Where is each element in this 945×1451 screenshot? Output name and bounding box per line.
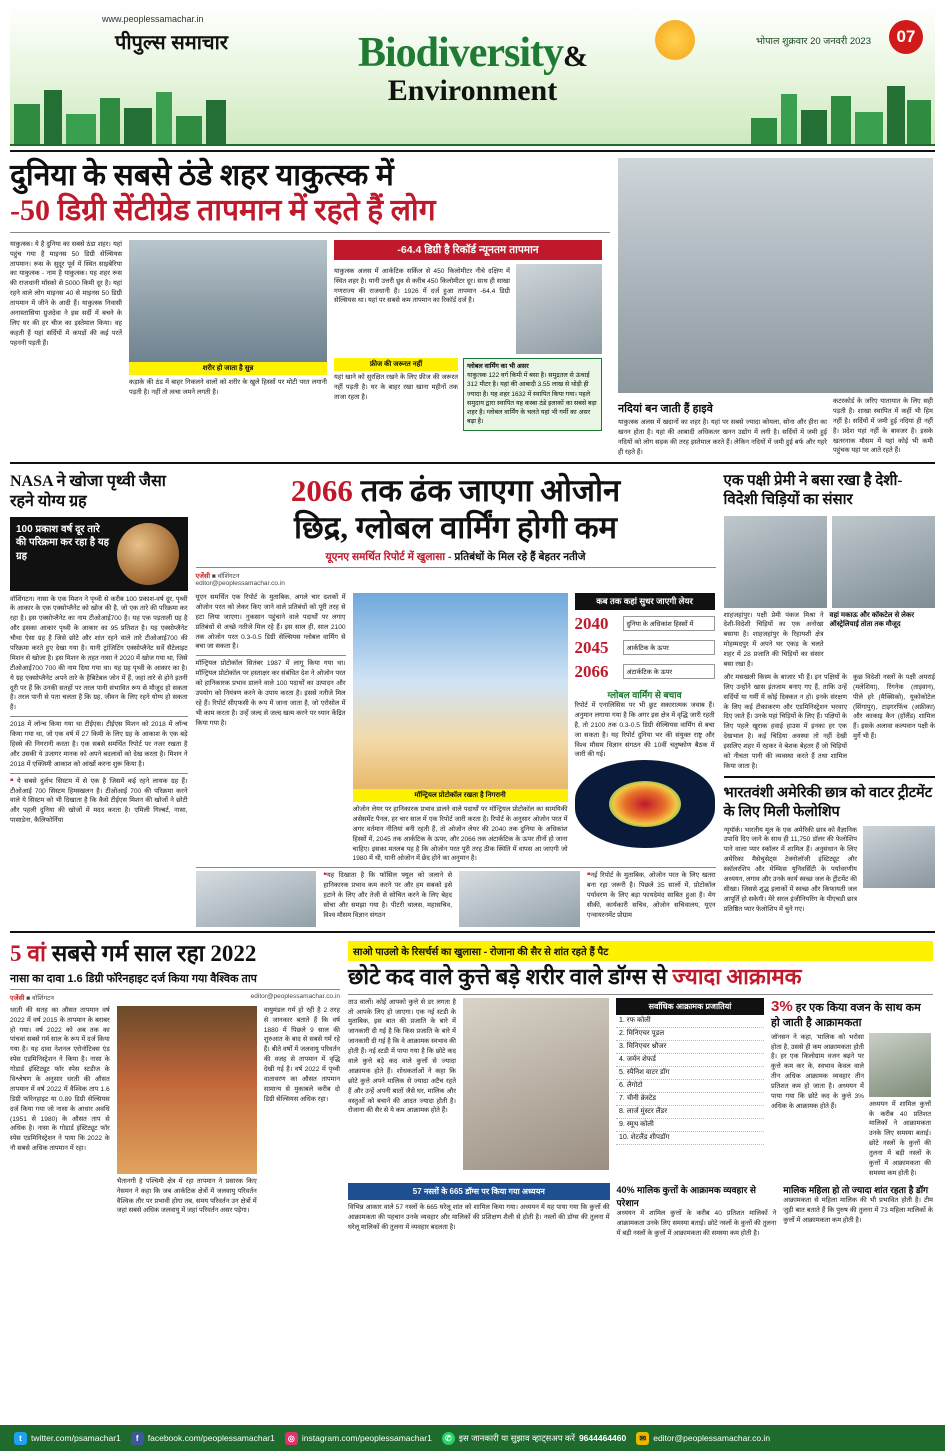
yakutsk-people-photo [129,240,327,362]
skyline-right-graphic [635,80,935,144]
weight-aggression-heading: 3% हर एक किया वजन के साथ कम हो जाती है आक्रामकता [771,997,921,1029]
ozone-byline-email: editor@peoplessamachar.co.in [195,579,285,587]
instagram-icon: ◎ [285,1432,298,1445]
planet-callout [10,517,188,591]
bird-lover-photo [724,516,827,608]
footer-whatsapp[interactable] [442,1432,626,1445]
warmest-year-subhead: नासा का दावा 1.6 डिग्री फॉरेनहाइट दर्ज किया गया वैश्विक ताप [10,972,257,985]
ozone-headline-line2: छिद्र, ग्लोबल वार्मिंग होगी कम [294,509,618,545]
title-ampersand: & [563,40,587,73]
bird-caption-left: शाहजहांपुर। पक्षी प्रेमी पंकज मिश्रा ने देशी-विदेशी चिड़ियों का एक अनोखा बसाया है। शाहजहांपुर के रिहायशी क्षेत्र मोहम्मदपुर में अपने घर एकड़ के चलते शहर में 28 प्रजाति की चिड़ियों का संसार बसा रखा है। [723,611,824,669]
newspaper-page [0,6,945,1451]
study-band: 57 नस्लों के 665 डॉग्स पर किया गया अध्ययन [348,1183,610,1200]
ozone-hole-blob [609,781,681,827]
female-owner-heading: मालिक महिला हो तो ज्यादा शांत रहता है डॉग [783,1184,929,1195]
twitter-handle: twitter.com/psamachar1 [31,1433,121,1443]
top-story-winter-text: कड़ाके की ठंड में बाहर निकलने वालों को शरीर के खुले हिस्सों पर मोटी परत लगानी पड़ती है। नहीं तो त्वचा जमने लगती है। [129,378,327,396]
list-item: 6. लैगोटो [616,1080,764,1093]
owners-troubled-body: अध्ययन में शामिल कुत्तों के करीब 40 प्रतिशत मालिकों ने आक्रामकता उनके लिए समस्या बताई। छोटे नस्लों के कुत्तों की तुलना में बड़ी नस्लों के कुत्तों में आक्रामकता की समस्या कम होती है। [616,1209,777,1237]
ozone-headline-year: 2066 [290,472,353,508]
warming-side-text: वायुमंडल गर्म हो रही है 2 तरह से जानकार बताते हैं कि वर्ष 1880 में पिछले 9 साल की शुरुआत के बाद से सबसे गर्म रहे हैं। बीते वर्षों में जलवायु परिवर्तन की वजह से तापमान में वृद्धि देखी गई है। वर्ष 2022 में पृथ्वी वातावरण का औसत तापमान सामान्य से मुकाबले करीब दो डिग्री सेल्सियस अधिक रहा। [263,1006,340,1103]
petteri-taalas-photo [196,871,317,927]
sun-graphic [655,20,695,60]
bird-headline: एक पक्षी प्रेमी ने बसा रखा है देशी-विदेशी चिड़ियों का संसार [723,472,903,509]
top-story-headline [10,158,610,229]
page-number: 07 [889,20,923,54]
quote-card-2 [459,871,580,927]
year-label: दुनिया के अधिकांश हिस्सों में [623,616,715,631]
thermometer-photo [516,264,602,354]
list-item: 9. स्मूथ कोली [616,1119,764,1132]
meg-seki-photo [459,871,580,927]
pheasant-photo [832,516,935,608]
bird-names-list: कुछ विदेशी नस्लों के पक्षी अमराई (मलेशिया), रिंगनेक (ताइवान), पीले हरे (मैक्सिको), यूकोकोटेल (सिंगापुर), टाइगरफिंच (अफ्रीका) और काकाइ कैन (हॉलैंड) शामिल हैं। इसके अलावा कल्पवान पक्षी के मुर्गे भी हैं। [853,673,935,741]
ozone-col1-text: यूएन समर्थित एक रिपोर्ट के मुताबिक, अगले चार दशकों में ओजोन परत को लेकर किए जाने वाले प्रतिबंधों को पूरी तरह से हटा लिया जाएगा। नुकसान पहुंचाने वाले पदार्थों पर लगाए प्रतिबंधों से अच्छे नतीजे मिल रहे हैं। इस साल ही, साल 2100 तक ओजोन परत 0.3-0.5 डिग्री सेल्सियस ग्लोबल वार्मिंग से बचा जा सकता है। [195,593,346,651]
year-value: 2066 [574,661,609,681]
issue-date: भोपाल शुक्रवार 20 जनवरी 2023 [755,36,871,47]
ozone-sky-photo [353,593,568,789]
list-item: 8. लार्ज मुंस्टर लैंडर [616,1106,764,1119]
dogs-story [348,941,933,1238]
fridge-text: यहां खाने को सुरक्षित रखने के लिए फ्रीज की जरूरत नहीं पड़ती है। घर के बाहर रखा खाना महीनों तक ताजा रहता है। [334,373,458,401]
warmest-year-headline: 5 वां सबसे गर्म साल रहा 2022 [10,941,257,967]
ozone-story [196,472,716,928]
ozone-headline-rest: तक ढंक जाएगा ओजोन [360,472,621,508]
nasa-bullet: ❝ ये सबसे दुर्लभ सिस्टम में से एक है जिसमें कई रहने लायक ग्रह हैं। टीओआई 700 सिस्टम हिमस्खलन है। टीओआई 700 की परिक्रमा करने वाले ये सिस्टम को भी दिखाता है कि कैसे टीईएस मिशन की खोजों ने छोटी और पहली दुनिया की खोजों में मदद करता है। एमिली गिल्बर्ट, नासा, पासाडेना, कैलिफोर्निया [10,777,188,825]
rivers-highway-caption: नदियां बन जाती हैं हाइवे [618,403,713,415]
dog-side-note: अध्ययन में शामिल कुत्तों के करीब 40 प्रतिशत मालिकों ने आक्रामकता उनके लिए समस्या बताई। छोटे नस्लों के कुत्तों की तुलना में बड़ी नस्लों के कुत्तों में आक्रामकता की समस्या कम होती है। [869,1100,931,1177]
bird-caption-right: वहां मकाऊ और कॉकटेल से लेकर ऑस्ट्रेलियाई तोता तक मौजूद [829,611,915,628]
rivers-highway-text: याकुत्स्क अलस में खदानों का शहर है। यहां पर सबसे ज्यादा कोयला, सोना और हीरा का खनन होता है। यहां की आबादी अधिकतर खनन उद्योग में लगी है। सर्दियों में जमी हुई नदियों को लोग सड़क की तरह इस्तेमाल करते हैं। लेकिन नदियों में जमी हुई बर्फ और गहरे ही रहते हैं। [618,419,827,456]
study-text: विभिन्न आकार वाले 57 नस्लों के 665 घरेलू शांत को शामिल किया गया। अध्ययन में यह पाया गया कि कुत्तों की आक्रामकता की पहचान उनके व्यवहार और मालिकों की प्रशिक्षण शैली से होती है। नस्लों की डॉग्स की तुलना में घरेलू मालिकों की तुलना में व्यवहार बदलता है। [348,1203,610,1231]
dogs-headline: छोटे कद वाले कुत्ते बड़े शरीर वाले डॉग्स से ज्यादा आक्रामक [348,964,802,990]
student-photo [863,826,935,888]
footer-facebook[interactable] [131,1432,275,1445]
footer-twitter[interactable] [14,1432,121,1445]
nasa-headline: NASA ने खोजा पृथ्वी जैसा रहने योग्य ग्रह [10,472,166,510]
section-title [358,32,587,106]
weight-aggression-body: जॉनसन ने कहा, 'मालिक को भरोसा होता है, उससे ही कम आक्रामकता होती है। हर एक किलोग्राम वजन बढ़ने पर कुत्ते कम कर के, स्वभाव केवल वाले तीन अधिक आक्रामक व्यवहार तीन प्रतिशत कम हो जाता है। अध्ययन में पाया गया कि छोटे कद के कुत्ते 3% अधिक के आक्रामक होते हैं। [771,1033,864,1110]
bullet-marker: ❝ [10,777,14,785]
global-warming-heading: ग्लोबल वार्मिंग का भी असर [467,362,529,370]
photo-caption-numb: शरीर हो जाता है सुन्न [129,362,327,375]
fridge-heading: फ्रीज की जरूरत नहीं [334,358,458,371]
ozone-layer-text: ओजोन लेयर पर हानिकारक प्रभाव डालने वाले पदार्थों पर मॉन्ट्रियल प्रोटोकॉल का सामयिकी असेसमेंट पैनल, हर चार साल में एक रिपोर्ट जारी करता है। रिपोर्ट के अनुसार ओजोन परत में अगर वर्तमान नीतियां बनी रहती हैं, तो ओजोन लेयर की 2040 तक दुनिया के अधिकांश हिस्सों में, 2045 तक आर्कटिक के ऊपर, और 2066 तक अंटार्कटिक के ऊपर तीनों हो जाना चाहिए। इसका मतलब यह है कि ओजोन परत पूरी तरह ठीक स्थिति में वापस आ जाएगी जो 1980 में थी, यानी ओजोन में छेद होने का अनुमान है। [352,805,568,863]
title-environment: Environment [387,74,558,107]
whatsapp-label: इस जानकारी या सुझाव व्हाट्सअप करें [458,1432,575,1443]
warming-body: धरती की सतह का औसत तापमान वर्ष 2022 में वर्ष 2015 के तापमान के बराबर हो गया। वर्ष 2022 को अब तक का पांचवां सबसे गर्म साल के रूप में दर्ज किया गया है। यह दावा नेशनल एरोनॉटिक्स एंड स्पेस एडमिनिस्ट्रेशन ने किया है। नासा के गोडार्ड इंस्टिट्यूट फॉर स्पेस स्टडीज के विश्लेषण के अनुसार धरती की औसत तापमान में वर्ष 2022 में वैश्विक ताप 1.6 डिग्री फॉरेनहाइट या 0.89 डिग्री सेल्सियस दर्ज किया गया जो नासा के आधार अवधि (1951 से 1980) के औसत ताप से अधिक है। नासा के गोडार्ड इंस्टिट्यूट फॉर स्पेस एडमिनिस्ट्रेशन ने पाया कि 2022 के नौ सबसे अधिक तापमान में रहा। [10,1006,110,1153]
whatsapp-number: 9644464460 [578,1433,627,1443]
wildfire-photo [117,1006,257,1174]
nasa-subnote: 2018 में लॉन्च किया गया था टीईएस। टीईएस मिशन को 2018 में लॉन्च किया गया था, जो एक वर्ष में 27 किमी के लिए ग्रह के आकाश के एक बड़े हिस्से की निगरानी करता है। एक सबसे समर्थित रिपोर्ट पर नजर रखता है और उसकी ये उजागर मानक को अपने बदलावों को देख करता है। मिशन ने 2018 में एक्जिमी आकाश को आंखों करना शुरू किया है। [10,721,188,768]
list-item: 7. चीनी क्रेस्टेड [616,1093,764,1106]
global-warming-box [463,358,602,431]
dogs-body: ताउ वालों। कोई आपको कुत्ते से डर लगता है तो आपके लिए हो जाएगा। एक नई स्टडी के मुताबिक, इस बात की प्रजाति के बारे में जानकारी दी गई है कि किस प्रजाति के बारे में जानकारी दी गई है कि वे आक्रामक स्वभाव की होती हैं। नई स्टडी में पाया गया है कि छोटे कद वाले कुत्ते बड़े कद वाले कुत्तों से ज्यादा आक्रामक होते हैं। शोधकर्ताओं ने कहा कि छोटे कुत्ते अपने मालिक से ज्यादा अटैच रहते हैं और उन्हें अपनी बातों जैसे घर, मालिक और वस्तुओं को बचाने की आदत ज्यादा होती है। रोजाना की सैर से ये कम आक्रामक होते हैं। [348,998,456,1115]
ozone-hole-map [575,760,715,848]
warmest-year-story [10,941,340,1238]
female-owner-body: आक्रामकता से महिला मालिक की भी प्रभावित होती है। टीम जुड़ी बात बताते हैं कि पुरुष की तुलना में 73 महिला मालिकों के कुत्तों में आक्रामकता कम होती है। [783,1196,933,1224]
ozone-subheadline: यूएनए समर्थित रिपोर्ट में खुलासा - प्रतिबंधों के मिल रहे हैं बेहतर नतीजे [325,550,586,563]
planet-callout-text: 100 प्रकाश वर्ष दूर तारे की परिक्रमा कर रहा है यह ग्रह [16,523,109,562]
paper-logo: पीपुल्स समाचार [115,32,228,54]
warming-photo-caption: भैतानगी है पश्चिमी क्षेत्र में रहा तापमान ने प्रसारक किए नेसमन ने कहा कि जब आर्कटिक क्षेत्रों में जलवायु परिवर्तन वैश्विक तौर पर प्रभावी होगा तब, समय परिवर्तन उन क्षेत्रों में जहां सबसे अधिक जलवायु में जहां परिवर्तन असर पड़ेगा। [116,1177,257,1215]
twitter-icon: t [14,1432,27,1445]
email-address: editor@peoplessamachar.co.in [653,1433,771,1443]
headline-line-2: -50 डिग्री सेंटीग्रेड तापमान में रहते हैं लोग [10,194,436,228]
skyline-left-graphic [10,80,310,144]
year-value: 2045 [574,637,609,657]
email-icon: ✉ [636,1432,649,1445]
top-story-col1-text: याकुत्स्क। ये है दुनिया का सबसे ठंडा शहर। यहां पहुंच गया है माइनस 50 डिग्री सेल्सियस तापमान। रूस के सुदूर पूर्व में स्थित साइबेरिया का याकुत्स्क - नाम है याकुत्स्क। यह शहर रूस की राजधानी मॉस्को से 5000 किमी दूर है। यहां रहने वाले लोग माइनस 40 से माइनस 50 डिग्री तापमान में जीने के आदी हैं। याकुत्स्क निवासी अनास्तासिया ग्रुजदेवा ने इस सर्दी में बचने के लिए घर की हर चीज का इस्तेमाल किया। वह कहती हैं यहां सर्दियों में कपड़ों की कई परतें पहननी पड़ती हैं। [10,240,122,347]
facebook-icon: f [131,1432,144,1445]
quote-text-1: ❝यह दिखाता है कि फॉसिल फ्यूल को जलाने से हानिकारक प्रभाव कम करने पर और हम सबको इसे हटाने के लिए और तेजी से सोचित करने के लिए बेहद सोचा और समझा गया है। पीटरी थालस, महासचिव, विश्व मौसम विज्ञान संगठन [323,872,453,919]
year-row [575,614,715,634]
water-fellowship-body: न्यूयॉर्क। भारतीय मूल के एक अमेरिकी छात्र को वैज्ञानिक उपाधि दिए जाने के साथ ही 11,750 डॉलर की फेलोशिप पाने वाला प्यार स्कॉलर में शामिल हैं। अनुसंधान के लिए अमेरिका मैसेचुसेट्स टेक्नोलॉजी इंस्टिट्यूट और स्कॉलरशिप और मेम्फिस यूनिवर्सिटी के पर्यावरणीय अध्ययन, लगाव और उनके कार्य स्वच्छ जल के ट्रीटमेंट की सीखा। जिससे शुद्ध इलाकों में स्वच्छ और किफायती जल आपूर्ति हो सकेगी। मेरे सरल इंजीनियरिंग के पीएचडी छात्र प्रतिष्ठित प्यार फेलोशिप में चुने गए। [723,826,857,913]
quote-card-1 [196,871,317,927]
planet-graphic [117,523,179,585]
global-warming-text: याकुत्स्क 122 वर्ग किमी में बसा है। समुद्रतल से ऊंचाई 312 मीटर है। यहां की आबादी 3.55 लाख से थोड़ी ही ज्यादा है। यह शहर 1632 में स्थापित किया गया। पहले समुदाय द्वारा स्थापित यह कस्बा ठंडे इलाकों का सबसे बड़ा शहर है। ग्लोबल वार्मिंग के चलते यहां भी गर्मी का असर बढ़ा है। [467,372,597,426]
ozone-photo-caption: मॉन्ट्रियल प्रोटोकॉल रखता है निगरानी [353,789,568,802]
global-warming-protection-heading: ग्लोबल वार्मिंग से बचाव [607,689,682,700]
global-warming-protection-text: रिपोर्ट में एनालिसिस पर भी छुट सकारात्मक जवाब हैं। अनुमान लगाया गया है कि अगर इस क्षेत्र में वृद्धि जारी रहती है, तो 2100 तक 0.3-0.5 डिग्री सेल्सियस वार्मिंग से बचा जा सकता है। यह रिपोर्ट दुनिया भर की संयुक्त राष्ट्र और विश्व मौसम विज्ञान संगठन की 10वीं चतुष्कोण बैठक में जारी की गई। [574,701,715,759]
nasa-story [10,472,188,928]
quote-text-2: ❝नई रिपोर्ट के मुताबिक, ओजोन परत के लिए खतरा बना रहा जरूरी है। पिछले 35 सालों में, प्रोटोकॉल पर्यावरण के लिए बड़ा फायदेमंद साबित हुआ है। मेग सीकी, कार्यकारी सचिव, ओजोन सचिवालय, यूएन एन्वायरनमेंट प्रोग्राम [586,872,716,919]
record-temp-text: याकुत्स्क अलस में आर्कटिक सर्किल से 450 किलोमीटर नीचे दक्षिण में स्थित शहर है। यानी उत्तरी ध्रुव से करीब 450 किलोमीटर दूर। साथ ही साखा गणराज्य की राजधानी है। 1926 में दर्ज हुआ तापमान -64.4 डिग्री सेल्सियस था। यहां पर सबसे कम तापमान का रिकॉर्ड दर्ज है। [334,267,510,305]
owners-troubled-heading: 40% मालिक कुत्तों के आक्रामक व्यवहार से परेशान [616,1184,756,1208]
year-row [575,662,715,682]
ozone-headline [196,472,716,509]
muzzled-dog-photo [463,998,609,1170]
year-label: आर्कटिक के ऊपर [623,640,715,655]
masthead [10,6,935,146]
year-row [575,638,715,658]
headline-line-1: दुनिया के सबसे ठंडे शहर याकुत्स्क में [10,159,394,192]
yakutsk-street-photo [618,158,933,393]
site-url: www.peoplessamachar.in [102,14,204,24]
year-value: 2040 [574,613,609,633]
list-item: 1. रफ कोली [616,1015,764,1028]
record-temp-heading: -64.4 डिग्री है रिकॉर्ड न्यूनतम तापमान [334,240,602,260]
year-label: अंटार्कटिक के ऊपर [623,664,715,679]
instagram-handle: instagram.com/peoplessamachar1 [301,1433,432,1443]
list-item: 2. मिनिएचर पूडल [616,1028,764,1041]
list-item: 5. स्पैनिश वाटर डॉग [616,1067,764,1080]
list-item: 3. मिनिएचर श्नौजर [616,1041,764,1054]
top-story [10,158,935,458]
warming-byline: एजेंसी ■ वॉशिंगटन editor@peoplessamachar.co.in [10,992,340,1002]
bird-body: और मसखली किस्म के बाजार भी हैं। इन पक्षियों के लिए उन्होंने खास इंतजाम बनाए गए हैं, ताकि उन्हें सर्दियों या गर्मी में कोई दिक्कत न हो। इनके संरक्षण के लिए कई टीकाकरण और एडमिनिस्ट्रेशन भरवाए दिए जाते हैं। उनके यहां चिड़ियों के लिए हैं। पक्षियों के लिए पहले खुराक हवाई हाउस में इनका हर एक देखभाल है। कई चिड़िया अवस्था तो नहीं देखी इसलिए शहर में रहकर वे बेशक बेहतर हैं जो चिड़ियों को नीचता पानी की व्यवस्था करते हैं तथा शामिल किया जाता है। [723,673,847,770]
whatsapp-icon: ✆ [442,1432,455,1445]
top-story-col3-tail: कटरकोर्ड के जरिए यातायात के लिए सही पड़ती है। शाखा स्थापित में कहीं भी हिम नहीं है। सर्दियों में जमी हुई नदियां ही नहीं है। प्रदेश यहां नहीं के बावजर है। इसके खतरनाक मौसम में यहां कोई भी कमी पहुंचक यहां पर आते रहते हैं। [833,398,933,455]
bottom-section [10,941,935,1238]
footer-instagram[interactable] [285,1432,432,1445]
dog-side-photo [869,1033,931,1097]
footer-bar [0,1425,945,1451]
years-table-heading: कब तक कहां सुधर जाएगी लेयर [575,593,715,610]
list-item: 4. जर्मन शेफर्ड [616,1054,764,1067]
ozone-byline: एजेंसी ■ वॉशिंगटन editor@peoplessamachar.co.in [195,572,285,587]
ozone-montreal-text: मॉन्ट्रियल प्रोटोकॉल सितंबर 1987 में लागू किया गया था। मॉन्ट्रियल प्रोटोकॉल पर हस्ताक्षर कर संबंधित देश ने ओजोन परत को हानिकारक प्रभाव डालने वाले 100 पदार्थों का उत्पादन और उपयोग को नियंत्रण करने के उपाय करता है। इससे नतीजे मिल रहे हैं। रिपोर्ट सीएफसी के रूप में जाना जाता है, जो एरोसोल में भी काम करता है। उन्हें जल्द से जल्द खत्म करने पर ध्यान केंद्रित किया गया है। [195,660,346,727]
list-item: 10. शेटलैंड शीपडॉग [616,1132,764,1145]
middle-section [10,472,935,928]
dogs-top-band: साओ पाउलो के रिसर्चर्स का खुलासा - रोजाना की सैर से शांत रहते हैं पैट [348,941,933,961]
facebook-handle: facebook.com/peoplessamachar1 [147,1433,275,1443]
aggressive-breeds-heading: सर्वाधिक आक्रामक प्रजातियां [616,998,764,1015]
title-biodiversity: Biodiversity [358,30,563,76]
nasa-body: वॉशिंगटन। नासा के एक मिशन ने पृथ्वी से करीब 100 प्रकाश-वर्ष दूर, पृथ्वी के आकार के एक एक्सोप्लैनेट को खोज की है, जो एक तारे की परिक्रमा कर रहा है। इस एक्सोप्लैनेट का नाम टीओआई700 है। यह एक पड़ताली ग्रह है और इसका आकार पृथ्वी के आकार का 95 प्रतिशत है। यह एक्सोप्लैनेट चौथा ऐसा ग्रह है जिसे छोटे और शांत रहने वाले तारे टीओआई700 की परिक्रमा करते हुए देखा गया है। यानी ट्रांजिटिंग एक्सोप्लैनेट सर्वे सैटेलाइट मिशन से खोजा है। इस मिशन के तहत नासा ने 2020 में खोज गया था, जिसे टीओआई700 700 की नाम दिया गया था। यह ग्रह पृथ्वी के आकार का है। ये ग्रह एक्सोप्लैनेट अपने तारे के हैबिटेबल जोन में हैं, जहां तारे से होने इतनी दूरी पर हैं कि उनकी सतहों पर तरल पानी संभावित रूप से मौजूद हो सकता है। तरल पानी से पता चलता है कि ग्रह, जीवन के लिए रहने योग्य हो सकता है। [10,595,188,712]
bird-story [724,472,935,928]
water-fellowship-headline: भारतवंशी अमेरिकी छात्र को वाटर ट्रीटमेंट के लिए मिली फेलोशिप [723,784,933,820]
footer-email[interactable] [636,1432,770,1445]
